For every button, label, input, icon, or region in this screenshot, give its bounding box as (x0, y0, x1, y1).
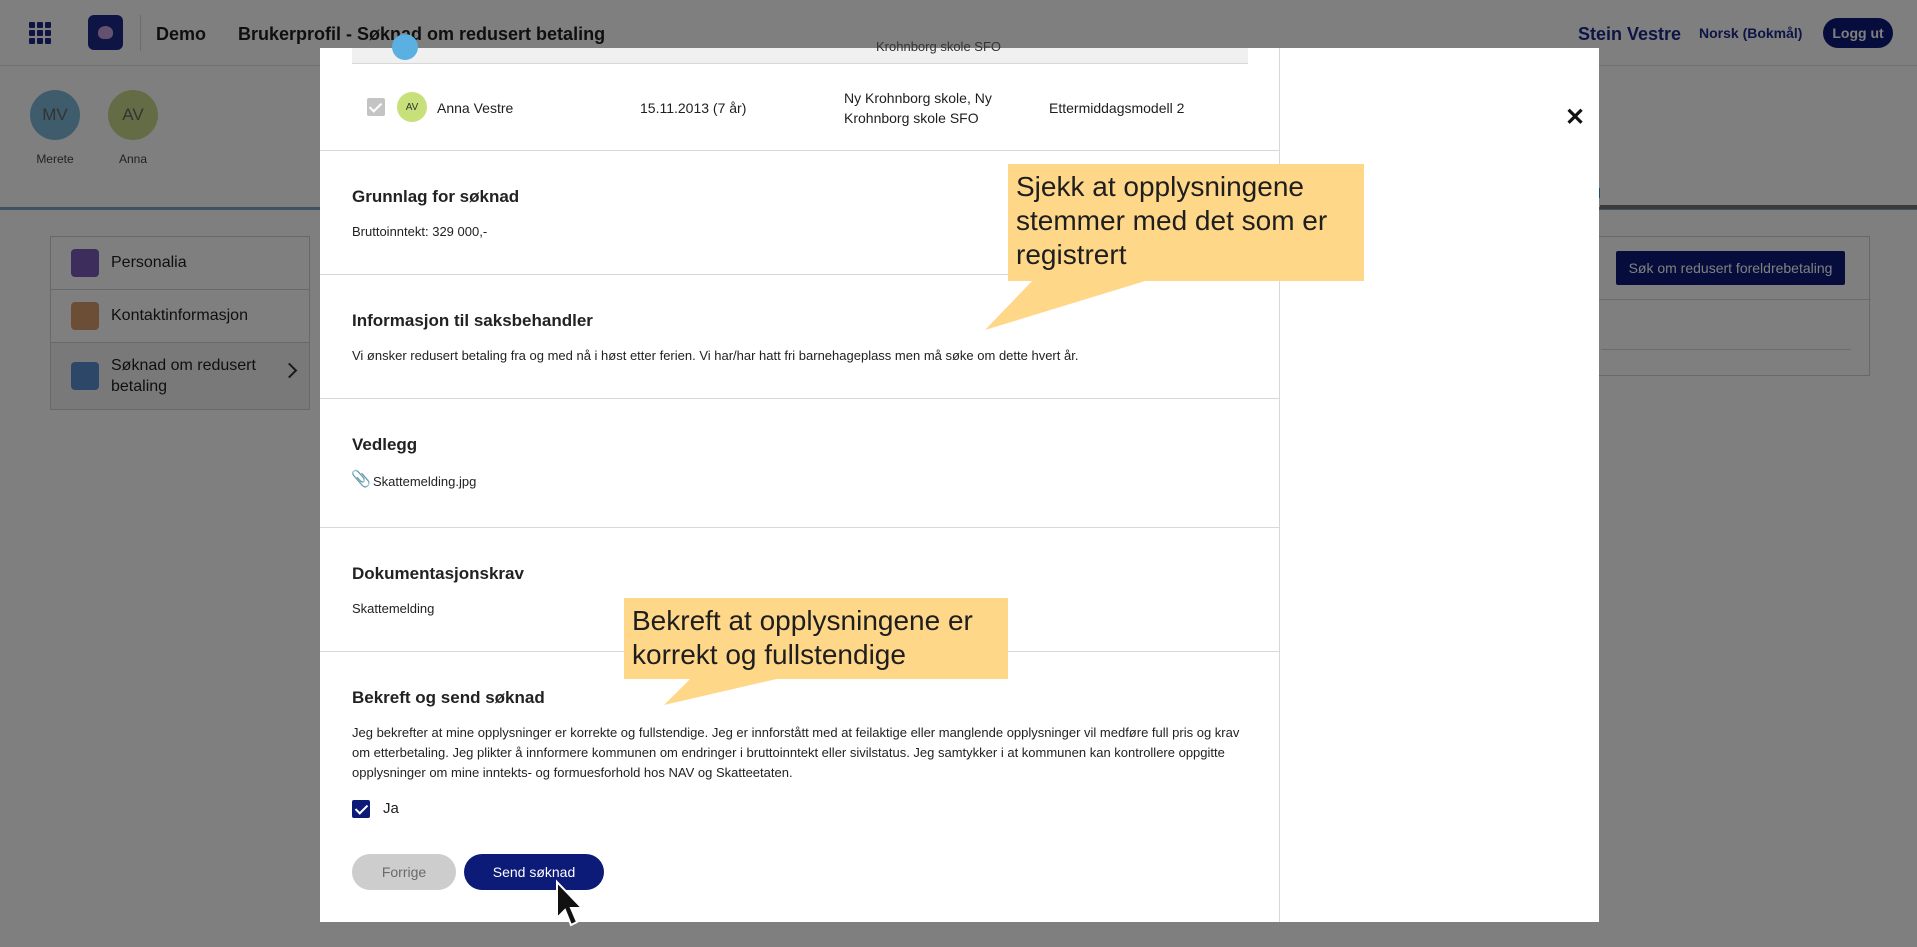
callout-check-info: Sjekk at opplysningene stemmer med det som er registrert (1008, 164, 1364, 281)
callout-tail-bottom (664, 675, 794, 705)
confirm-declaration: Jeg bekrefter at mine opplysninger er korrekte og fullstendige. Jeg er innforstått med at feilaktige eller manglende opplysninger vil medføre full pris og krav om etterbetaling. Jeg plikter å innformere kommunen om endringer i bruttoinntekt eller sivilstatus. Jeg samtykker i at kommunen kan kontrollere oppgitte opplysninger om mine inntekts- og formuesforhold hos NAV og Skatteetaten. (352, 725, 1240, 780)
table-row (352, 64, 1248, 126)
close-icon[interactable]: ✕ (1564, 104, 1586, 131)
attachments-title: Vedlegg (352, 435, 418, 454)
child-birthdate: 15.11.2013 (7 år) (640, 100, 747, 116)
confirm-checkbox-label[interactable]: Ja (383, 800, 399, 817)
documentation-text: Skattemelding (352, 601, 435, 616)
paperclip-icon: 📎 (351, 471, 371, 488)
callout-tail-top (985, 278, 1155, 334)
child-checkbox (367, 98, 385, 116)
avatar (392, 34, 418, 60)
section-divider (320, 527, 1280, 528)
attachment-link[interactable]: Skattemelding.jpg (373, 474, 477, 489)
child-care-model: Ettermiddagsmodell 2 (1049, 100, 1185, 116)
send-application-button[interactable]: Send søknad (464, 854, 604, 890)
application-summary-modal (320, 39, 1599, 922)
confirm-section-title: Bekreft og send søknad (352, 688, 545, 707)
child-name: Anna Vestre (437, 100, 514, 116)
child-school: Ny Krohnborg skole, Ny Krohnborg skole SFO (844, 90, 992, 126)
mouse-pointer-icon (555, 880, 585, 928)
callout-confirm-info: Bekreft at opplysningene er korrekt og fullstendige (624, 598, 1008, 679)
school-cell: Krohnborg skole SFO (876, 39, 1002, 54)
section-divider (320, 150, 1280, 151)
table-row (352, 39, 1248, 64)
caseworker-info-text: Vi ønsker redusert betaling fra og med nå i høst etter ferien. Vi har/har hatt fri barnehageplass men må søke om dette hvert år. (352, 348, 1079, 363)
caseworker-info-title: Informasjon til saksbehandler (352, 311, 593, 330)
documentation-title: Dokumentasjonskrav (352, 564, 524, 583)
basis-section-title: Grunnlag for søknad (352, 187, 520, 206)
section-divider (320, 398, 1280, 399)
previous-button[interactable]: Forrige (352, 854, 456, 890)
avatar: AV (397, 92, 427, 122)
confirm-checkbox[interactable] (352, 800, 370, 818)
gross-income: Bruttoinntekt: 329 000,- (352, 224, 488, 239)
